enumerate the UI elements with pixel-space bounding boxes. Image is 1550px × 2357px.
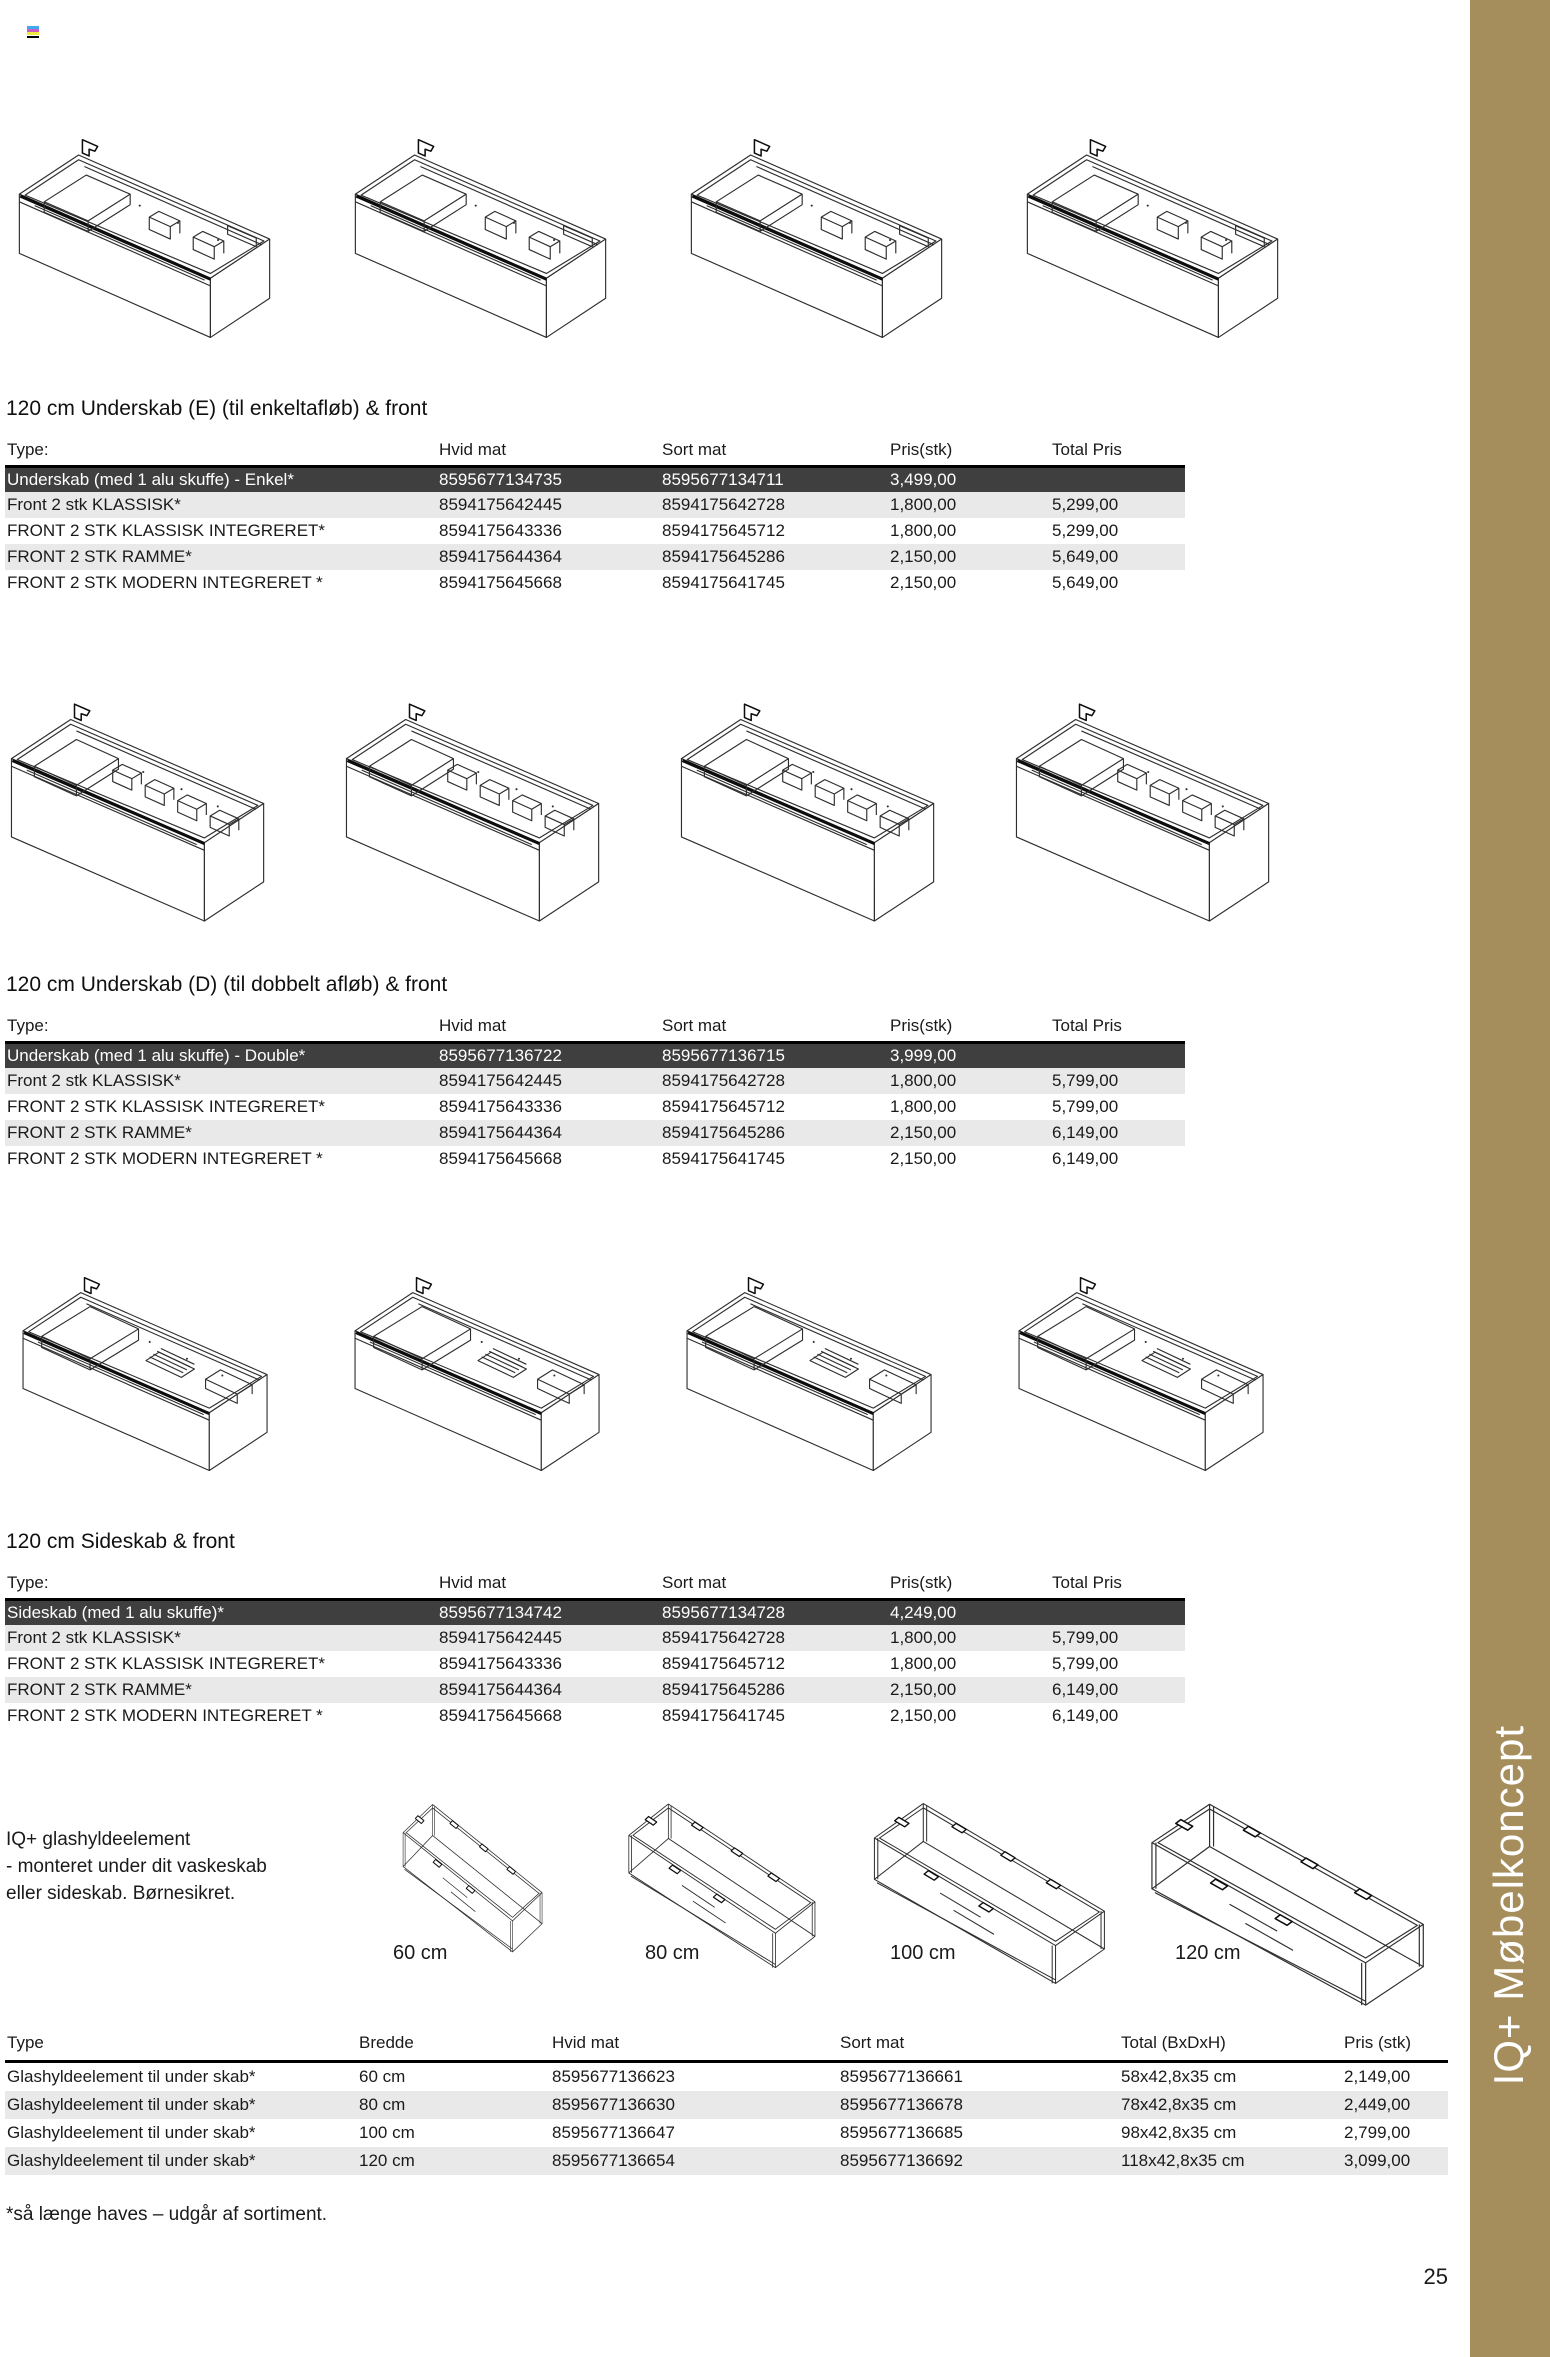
cell: 5,799,00 [1052, 1097, 1119, 1116]
table-row [5, 1068, 1185, 1094]
cabinet-drawing [1006, 1230, 1318, 1480]
table-row [5, 1094, 1185, 1120]
cell: 5,649,00 [1052, 547, 1119, 566]
cell: 78x42,8x35 cm [1121, 2095, 1237, 2114]
cell: 8594175642728 [662, 495, 785, 514]
cell: 1,800,00 [890, 1654, 957, 1673]
size-label-60cm: 60 cm [393, 1942, 448, 1964]
cell: 8594175642728 [662, 1628, 785, 1647]
cell: 6,149,00 [1052, 1680, 1119, 1699]
cabinet-drawings-row-1 [6, 93, 1334, 345]
col-total: Total Pris [1050, 1013, 1185, 1043]
cell: 1,800,00 [890, 521, 957, 540]
col-pris: Pris(stk) [888, 437, 1050, 467]
cabinet-drawing [335, 652, 655, 935]
cell: 8595677136685 [840, 2123, 963, 2142]
cell: 5,799,00 [1052, 1071, 1119, 1090]
col-hvid: Hvid mat [437, 1570, 660, 1600]
col-pris: Pris(stk) [888, 1013, 1050, 1043]
table-row [5, 1703, 1185, 1729]
cell: 8594175644364 [439, 1680, 562, 1699]
cell: 8595677136630 [552, 2095, 675, 2114]
col-type: Type: [5, 1013, 437, 1043]
cell: 1,800,00 [890, 1628, 957, 1647]
cell: 8594175641745 [662, 1149, 785, 1168]
cell: 2,150,00 [890, 1706, 957, 1725]
assortment-footnote: *så længe haves – udgår af sortiment. [6, 2204, 328, 2225]
cell: FRONT 2 STK MODERN INTEGRERET * [7, 1706, 323, 1725]
col-hvid: Hvid mat [437, 1013, 660, 1043]
col-bredde: Bredde [357, 2028, 550, 2062]
sidebar-series-label: IQ+ Møbelkoncept [1485, 1724, 1532, 2085]
cell: 8594175645286 [662, 1123, 785, 1142]
cell: 100 cm [359, 2123, 415, 2142]
cell: 3,099,00 [1344, 2151, 1411, 2170]
table-row [5, 467, 1185, 493]
cell: 3,499,00 [890, 470, 957, 489]
cabinet-drawing [342, 93, 662, 345]
size-label-100cm: 100 cm [890, 1942, 956, 1964]
col-hvid: Hvid mat [550, 2028, 838, 2062]
cell: FRONT 2 STK KLASSISK INTEGRERET* [7, 1097, 326, 1116]
table-row [5, 1043, 1185, 1069]
table-row [5, 544, 1185, 570]
cell: 8594175645668 [439, 1706, 562, 1725]
col-total: Total Pris [1050, 437, 1185, 467]
cell: 6,149,00 [1052, 1123, 1119, 1142]
table-header-row [5, 437, 1185, 467]
cell: 118x42,8x35 cm [1121, 2151, 1245, 2170]
cell: 8594175644364 [439, 1123, 562, 1142]
cell: FRONT 2 STK KLASSISK INTEGRERET* [7, 1654, 326, 1673]
col-sort: Sort mat [838, 2028, 1119, 2062]
cell: 2,150,00 [890, 1680, 957, 1699]
cell: 2,150,00 [890, 573, 957, 592]
cell: 8595677136654 [552, 2151, 675, 2170]
cell: 8594175641745 [662, 1706, 785, 1725]
cell: 8594175642445 [439, 1628, 562, 1647]
section-title-underskab-d: 120 cm Underskab (D) (til dobbelt afløb) & front [6, 973, 448, 996]
cell: Glashyldeelement til under skab* [7, 2095, 256, 2114]
table-row [5, 2147, 1448, 2175]
cell: 5,299,00 [1052, 495, 1119, 514]
table-glashyldeelement [5, 2028, 1448, 2175]
cell: 8594175641745 [662, 573, 785, 592]
cell: 60 cm [359, 2067, 406, 2086]
cell: 5,299,00 [1052, 521, 1119, 540]
cabinet-drawing [678, 93, 998, 345]
cabinet-drawing [6, 93, 326, 345]
cell: Glashyldeelement til under skab* [7, 2151, 256, 2170]
black-stripe-icon [27, 36, 39, 39]
table-underskab-e [5, 437, 1185, 596]
table-row [5, 1625, 1185, 1651]
cell: FRONT 2 STK KLASSISK INTEGRERET* [7, 521, 326, 540]
table-row [5, 1651, 1185, 1677]
cabinet-drawing [0, 652, 320, 935]
desc-line: eller sideskab. Børnesikret. [6, 1883, 236, 1904]
cell: 5,799,00 [1052, 1628, 1119, 1647]
cabinet-drawing [670, 652, 990, 935]
cell: 2,150,00 [890, 1149, 957, 1168]
cell: 5,649,00 [1052, 573, 1119, 592]
cell: 8594175643336 [439, 521, 562, 540]
cabinet-drawing [1005, 652, 1325, 935]
cell: 8595677136715 [662, 1046, 785, 1065]
cell: 8594175643336 [439, 1097, 562, 1116]
cell: FRONT 2 STK RAMME* [7, 547, 192, 566]
col-type: Type [5, 2028, 357, 2062]
cell: 8594175645712 [662, 521, 785, 540]
cell: Front 2 stk KLASSISK* [7, 1628, 181, 1647]
cabinet-drawing [10, 1230, 322, 1480]
table-row [5, 492, 1185, 518]
glass-frame-drawing-60cm [398, 1772, 566, 1954]
desc-line: - monteret under dit vaskeskab [6, 1856, 267, 1877]
cell: 2,449,00 [1344, 2095, 1411, 2114]
cell: 2,150,00 [890, 1123, 957, 1142]
table-row [5, 2062, 1448, 2092]
cell: 8595677136623 [552, 2067, 675, 2086]
table-row [5, 2119, 1448, 2147]
cell: 1,800,00 [890, 1071, 957, 1090]
cell: 2,149,00 [1344, 2067, 1411, 2086]
table-row [5, 1600, 1185, 1626]
cabinet-drawings-row-3 [10, 1230, 1318, 1480]
section-title-sideskab: 120 cm Sideskab & front [6, 1530, 235, 1553]
cell: 8594175642445 [439, 1071, 562, 1090]
col-pris: Pris(stk) [888, 1570, 1050, 1600]
table-header-row [5, 1570, 1185, 1600]
cell: 8595677134735 [439, 470, 562, 489]
cell: FRONT 2 STK MODERN INTEGRERET * [7, 1149, 323, 1168]
cell: 8595677136678 [840, 2095, 963, 2114]
cabinet-drawings-row-2 [0, 652, 1325, 935]
cell: 8594175644364 [439, 547, 562, 566]
size-label-80cm: 80 cm [645, 1942, 700, 1964]
cell: Glashyldeelement til under skab* [7, 2067, 256, 2086]
cell: 8595677134742 [439, 1603, 562, 1622]
cell: Front 2 stk KLASSISK* [7, 1071, 181, 1090]
cell: 2,150,00 [890, 547, 957, 566]
cell: 8594175645668 [439, 573, 562, 592]
cell: 8594175645712 [662, 1654, 785, 1673]
col-total-bxdxh: Total (BxDxH) [1119, 2028, 1342, 2062]
table-row [5, 1677, 1185, 1703]
desc-line: IQ+ glashyldeelement [6, 1829, 191, 1850]
section-title-underskab-e: 120 cm Underskab (E) (til enkeltafløb) & front [6, 397, 428, 420]
cell: 8594175645286 [662, 547, 785, 566]
col-total: Total Pris [1050, 1570, 1185, 1600]
table-sideskab [5, 1570, 1185, 1729]
cell [1050, 467, 1185, 493]
cell: 2,799,00 [1344, 2123, 1411, 2142]
table-header-row [5, 1013, 1185, 1043]
cabinet-drawing [1014, 93, 1334, 345]
cell: 6,149,00 [1052, 1149, 1119, 1168]
cell: 4,249,00 [890, 1603, 957, 1622]
cell: 8595677136647 [552, 2123, 675, 2142]
cell: 8594175642445 [439, 495, 562, 514]
col-sort: Sort mat [660, 1013, 888, 1043]
cell: 6,149,00 [1052, 1706, 1119, 1725]
cell: 8594175643336 [439, 1654, 562, 1673]
col-type: Type: [5, 437, 437, 467]
cabinet-drawing [674, 1230, 986, 1480]
cell: Front 2 stk KLASSISK* [7, 495, 181, 514]
cell: Underskab (med 1 alu skuffe) - Enkel* [7, 470, 294, 489]
cell: 8594175645286 [662, 1680, 785, 1699]
table-row [5, 570, 1185, 596]
cell: FRONT 2 STK MODERN INTEGRERET * [7, 573, 323, 592]
cell: 8595677136692 [840, 2151, 963, 2170]
cell: 3,999,00 [890, 1046, 957, 1065]
print-registration-icon [27, 26, 39, 39]
cell: 120 cm [359, 2151, 415, 2170]
table-row [5, 518, 1185, 544]
table-row [5, 1120, 1185, 1146]
col-sort: Sort mat [660, 437, 888, 467]
cell: Glashyldeelement til under skab* [7, 2123, 256, 2142]
cell: 98x42,8x35 cm [1121, 2123, 1237, 2142]
cabinet-drawing [342, 1230, 654, 1480]
cell: 8595677136722 [439, 1046, 562, 1065]
glass-element-description [6, 1826, 267, 1907]
cell: 8594175642728 [662, 1071, 785, 1090]
cell: 8594175645668 [439, 1149, 562, 1168]
cell: 1,800,00 [890, 495, 957, 514]
table-row [5, 1146, 1185, 1172]
col-sort: Sort mat [660, 1570, 888, 1600]
table-underskab-d [5, 1013, 1185, 1172]
cell: 58x42,8x35 cm [1121, 2067, 1237, 2086]
table-row [5, 2091, 1448, 2119]
cell: 8594175645712 [662, 1097, 785, 1116]
cell: Underskab (med 1 alu skuffe) - Double* [7, 1046, 306, 1065]
glass-frame-drawing-120cm [1142, 1760, 1470, 2008]
col-hvid: Hvid mat [437, 437, 660, 467]
sidebar-band [1470, 0, 1550, 2357]
col-type: Type: [5, 1570, 437, 1600]
table-header-row [5, 2028, 1448, 2062]
size-label-120cm: 120 cm [1175, 1942, 1241, 1964]
cell: 80 cm [359, 2095, 406, 2114]
page-number: 25 [1423, 2264, 1448, 2289]
cell [1050, 1043, 1185, 1069]
cell: 1,800,00 [890, 1097, 957, 1116]
cell: 8595677136661 [840, 2067, 963, 2086]
cell: 5,799,00 [1052, 1654, 1119, 1673]
col-pris: Pris (stk) [1342, 2028, 1448, 2062]
cell: 8595677134728 [662, 1603, 785, 1622]
cell: FRONT 2 STK RAMME* [7, 1123, 192, 1142]
cell: 8595677134711 [662, 470, 784, 489]
cell [1050, 1600, 1185, 1626]
cell: FRONT 2 STK RAMME* [7, 1680, 192, 1699]
cell: Sideskab (med 1 alu skuffe)* [7, 1603, 225, 1622]
glass-frame-drawing-80cm [622, 1768, 847, 1970]
